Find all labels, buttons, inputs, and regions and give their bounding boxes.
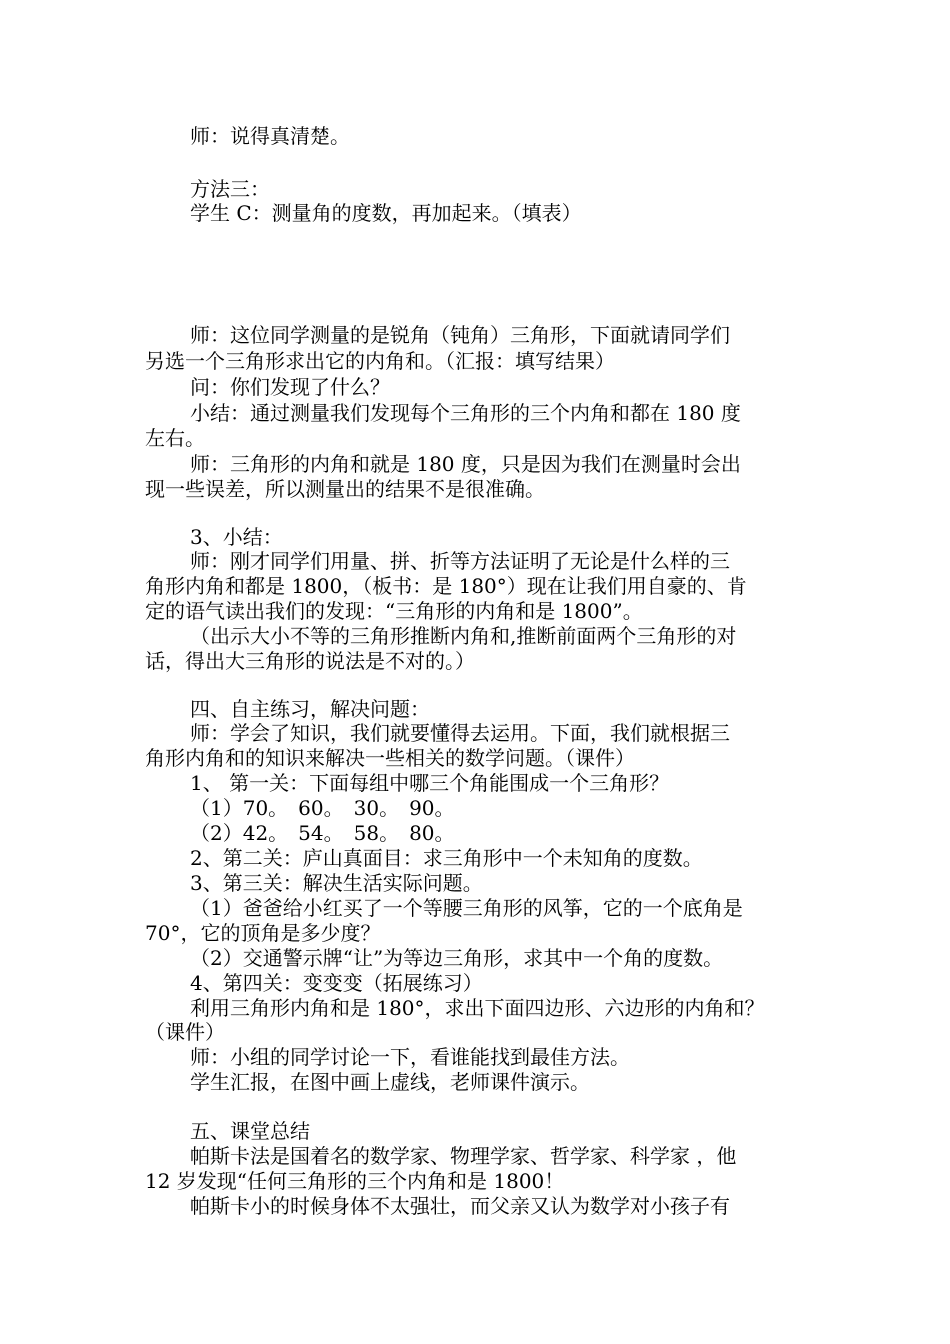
text-line: 2、第二关：庐山真面目：求三角形中一个未知角的度数。 [190,846,703,870]
text-line: （2）42。 54。 58。 80。 [190,821,455,845]
text-line: 70°，它的顶角是多少度？ [145,921,381,945]
text-line: 定的语气读出我们的发现：“三角形的内角和是 1800”。 [145,599,643,623]
text-line: 师：刚才同学们用量、拼、折等方法证明了无论是什么样的三 [190,549,730,573]
text-line: 帕斯卡法是国着名的数学家、物理学家、哲学家、科学家 ，他 [190,1144,737,1168]
text-line: 角形内角和都是 1800，（板书：是 180°）现在让我们用自豪的、肯 [145,574,747,598]
text-line: 师：说得真清楚。 [190,124,350,148]
text-line: 四、自主练习，解决问题： [190,697,430,721]
text-line: 方法三： [190,177,270,201]
text-line: 师：小组的同学讨论一下，看谁能找到最佳方法。 [190,1045,630,1069]
text-line: 3、第三关：解决生活实际问题。 [190,871,483,895]
text-line: （出示大小不等的三角形推断内角和,推断前面两个三角形的对 [190,624,737,648]
text-line: 师：这位同学测量的是锐角（钝角）三角形，下面就请同学们 [190,323,730,347]
text-line: 左右。 [145,426,205,450]
text-line: 另选一个三角形求出它的内角和。（汇报：填写结果） [145,349,615,373]
text-line: 话，得出大三角形的说法是不对的。） [145,649,475,673]
text-line: 帕斯卡小的时候身体不太强壮，而父亲又认为数学对小孩子有 [190,1194,730,1218]
text-line: 3、小结： [190,525,283,549]
text-line: 师：学会了知识，我们就要懂得去运用。下面，我们就根据三 [190,721,730,745]
text-line: （1）爸爸给小红买了一个等腰三角形的风筝，它的一个底角是 [190,896,743,920]
text-line: 问：你们发现了什么？ [190,375,390,399]
text-line: 五、课堂总结 [190,1119,310,1143]
text-line: 1、 第一关：下面每组中哪三个角能围成一个三角形？ [190,771,670,795]
text-line: （1）70。 60。 30。 90。 [190,796,455,820]
text-line: 角形内角和的知识来解决一些相关的数学问题。（课件） [145,746,635,770]
text-line: （2）交通警示牌“让”为等边三角形，求其中一个角的度数。 [190,946,724,970]
text-line: 学生 C：测量角的度数，再加起来。（填表） [190,201,582,225]
text-line: （课件） [145,1020,225,1044]
text-line: 利用三角形内角和是 180°，求出下面四边形、六边形的内角和？ [190,996,765,1020]
text-line: 师：三角形的内角和就是 180 度，只是因为我们在测量时会出 [190,452,741,476]
text-line: 现一些误差，所以测量出的结果不是很准确。 [145,477,545,501]
text-line: 4、第四关：变变变（拓展练习） [190,971,483,995]
text-line: 12 岁发现“任何三角形的三个内角和是 1800！ [145,1169,565,1193]
text-line: 学生汇报，在图中画上虚线，老师课件演示。 [190,1070,590,1094]
text-line: 小结：通过测量我们发现每个三角形的三个内角和都在 180 度 [190,401,741,425]
